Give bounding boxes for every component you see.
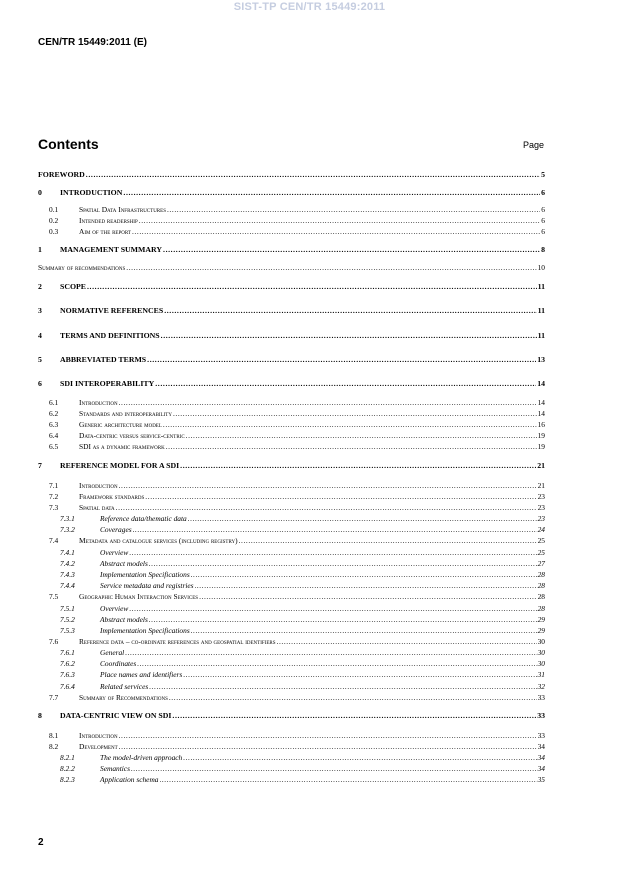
toc-entry[interactable] — [38, 579, 545, 590]
toc-entry[interactable] — [38, 304, 545, 315]
toc-leader-dots — [163, 245, 540, 254]
toc-entry-title: Implementation Specifications — [100, 626, 190, 635]
toc-leader-dots — [160, 775, 537, 784]
toc-leader-dots — [149, 682, 536, 691]
toc-leader-dots — [125, 648, 536, 657]
toc-entry-page: 14 — [537, 379, 545, 388]
toc-entry-number: 7.5.2 — [60, 615, 75, 624]
toc-entry[interactable] — [38, 534, 545, 545]
toc-leader-dots — [119, 731, 537, 740]
toc-entry-title: The model-driven approach — [100, 753, 183, 762]
toc-entry[interactable] — [38, 523, 545, 534]
toc-entry-number: 7.4.2 — [60, 559, 75, 568]
toc-entry[interactable] — [38, 459, 545, 470]
toc-leader-dots — [145, 492, 536, 501]
toc-entry[interactable] — [38, 762, 545, 773]
toc-entry[interactable] — [38, 186, 545, 197]
toc-leader-dots — [199, 592, 537, 601]
toc-entry-title: REFERENCE MODEL FOR A SDI — [60, 461, 180, 470]
toc-entry-number: 6.2 — [49, 409, 59, 418]
toc-leader-dots — [86, 170, 540, 179]
toc-entry-page: 25 — [537, 536, 545, 545]
toc-entry[interactable] — [38, 261, 545, 272]
toc-entry-page: 14 — [537, 409, 545, 418]
toc-entry-page: 23 — [537, 514, 545, 523]
toc-leader-dots — [87, 282, 537, 291]
toc-leader-dots — [119, 742, 537, 751]
toc-entry-title: Abstract models — [100, 615, 148, 624]
toc-leader-dots — [167, 205, 540, 214]
toc-leader-dots — [173, 409, 537, 418]
toc-leader-dots — [164, 306, 536, 315]
toc-entry-number: 7.6 — [49, 637, 59, 646]
toc-entry-page: 6 — [541, 216, 545, 225]
toc-entry-number: 7.6.1 — [60, 648, 75, 657]
toc-entry-title: ABBREVIATED TERMS — [60, 355, 147, 364]
toc-entry-page: 19 — [537, 442, 545, 451]
toc-leader-dots — [129, 604, 536, 613]
toc-entry[interactable] — [38, 680, 545, 691]
toc-entry-title: Introduction — [79, 731, 118, 740]
toc-entry[interactable] — [38, 429, 545, 440]
toc-entry-page: 35 — [537, 775, 545, 784]
toc-entry[interactable] — [38, 613, 545, 624]
toc-entry-title: Place names and identifiers — [100, 670, 183, 679]
toc-entry-number: 7.1 — [49, 481, 59, 490]
toc-entry[interactable] — [38, 740, 545, 751]
toc-leader-dots — [169, 693, 537, 702]
toc-entry-title: FOREWORD — [38, 170, 85, 179]
toc-entry-number: 1 — [38, 245, 42, 254]
toc-entry-number: 7.5 — [49, 592, 59, 601]
toc-leader-dots — [239, 536, 537, 545]
toc-entry[interactable] — [38, 203, 545, 214]
toc-entry-title: Abstract models — [100, 559, 148, 568]
toc-entry-number: 6.3 — [49, 420, 59, 429]
toc-entry-page: 30 — [537, 648, 545, 657]
toc-entry-number: 8.2.1 — [60, 753, 75, 762]
toc-entry-number: 7.4.4 — [60, 581, 75, 590]
toc-entry-number: 0 — [38, 188, 42, 197]
toc-leader-dots — [172, 711, 536, 720]
toc-entry-number: 8.2 — [49, 742, 59, 751]
toc-leader-dots — [123, 188, 540, 197]
toc-leader-dots — [277, 637, 537, 646]
toc-leader-dots — [119, 398, 537, 407]
toc-entry-page: 32 — [537, 682, 545, 691]
toc-entry-title: MANAGEMENT SUMMARY — [60, 245, 163, 254]
toc-entry-number: 2 — [38, 282, 42, 291]
toc-entry-page: 29 — [537, 615, 545, 624]
toc-entry-title: DATA-CENTRIC VIEW ON SDI — [60, 711, 172, 720]
toc-entry-title: Overview — [100, 604, 129, 613]
toc-entry-number: 7.4.3 — [60, 570, 75, 579]
toc-entry[interactable] — [38, 546, 545, 557]
toc-entry-page: 21 — [537, 481, 545, 490]
contents-title: Contents — [38, 136, 99, 152]
toc-leader-dots — [183, 670, 536, 679]
toc-entry-title: Framework standards — [79, 492, 145, 501]
toc-entry[interactable] — [38, 773, 545, 784]
toc-entry-page: 34 — [537, 753, 545, 762]
toc-entry-number: 6.1 — [49, 398, 59, 407]
toc-entry-page: 30 — [537, 637, 545, 646]
toc-entry-page: 14 — [537, 398, 545, 407]
toc-leader-dots — [186, 431, 537, 440]
toc-leader-dots — [132, 227, 540, 236]
toc-entry[interactable] — [38, 418, 545, 429]
toc-entry-page: 16 — [537, 420, 545, 429]
page-number: 2 — [38, 837, 44, 848]
toc-entry-title: Standards and interoperability — [79, 409, 172, 418]
toc-entry[interactable] — [38, 751, 545, 762]
toc-entry-title: Geographic Human Interaction Services — [79, 592, 199, 601]
toc-leader-dots — [191, 570, 537, 579]
toc-entry[interactable] — [38, 168, 545, 179]
toc-leader-dots — [180, 461, 536, 470]
toc-entry-number: 7.3.2 — [60, 525, 75, 534]
toc-entry-page: 33 — [537, 711, 545, 720]
toc-entry-page: 10 — [537, 263, 545, 272]
toc-leader-dots — [166, 442, 537, 451]
toc-entry[interactable] — [38, 646, 545, 657]
toc-entry[interactable] — [38, 243, 545, 254]
toc-entry-number: 0.2 — [49, 216, 59, 225]
toc-leader-dots — [116, 503, 537, 512]
document-id: CEN/TR 15449:2011 (E) — [38, 37, 147, 48]
toc-entry-page: 34 — [537, 764, 545, 773]
toc-entry-page: 6 — [541, 188, 545, 197]
toc-entry-page: 6 — [541, 227, 545, 236]
toc-entry-number: 0.1 — [49, 205, 59, 214]
toc-entry-title: Application schema — [100, 775, 159, 784]
toc-entry-title: Coordinates — [100, 659, 137, 668]
toc-entry-title: Reference data/thematic data — [100, 514, 187, 523]
toc-entry[interactable] — [38, 691, 545, 702]
toc-leader-dots — [188, 514, 537, 523]
toc-entry-title: Introduction — [79, 398, 118, 407]
toc-entry-title: Overview — [100, 548, 129, 557]
toc-entry[interactable] — [38, 668, 545, 679]
toc-entry-number: 7 — [38, 461, 42, 470]
toc-entry-title: SCOPE — [60, 282, 86, 291]
toc-entry-page: 19 — [537, 431, 545, 440]
toc-leader-dots — [131, 764, 537, 773]
toc-entry-number: 7.3 — [49, 503, 59, 512]
toc-entry[interactable] — [38, 657, 545, 668]
toc-entry-number: 3 — [38, 306, 42, 315]
toc-leader-dots — [147, 355, 536, 364]
toc-entry-page: 21 — [537, 461, 545, 470]
toc-entry-page: 6 — [541, 205, 545, 214]
toc-entry[interactable] — [38, 407, 545, 418]
toc-entry[interactable] — [38, 602, 545, 613]
toc-entry-page: 11 — [537, 306, 545, 315]
toc-leader-dots — [191, 626, 537, 635]
toc-entry-number: 6.4 — [49, 431, 59, 440]
toc-entry-page: 28 — [537, 581, 545, 590]
toc-entry[interactable] — [38, 512, 545, 523]
toc-entry[interactable] — [38, 624, 545, 635]
toc-entry-page: 27 — [537, 559, 545, 568]
toc-entry-page: 8 — [541, 245, 545, 254]
toc-entry-page: 28 — [537, 592, 545, 601]
toc-entry-number: 8.2.3 — [60, 775, 75, 784]
toc-entry-page: 5 — [541, 170, 545, 179]
toc-entry-title: Generic architecture model — [79, 420, 162, 429]
toc-entry-page: 23 — [537, 492, 545, 501]
toc-entry-title: Intended readership — [79, 216, 138, 225]
toc-entry-title: INTRODUCTION — [60, 188, 123, 197]
toc-entry-title: Service metadata and registries — [100, 581, 194, 590]
toc-leader-dots — [149, 615, 537, 624]
toc-entry-title: SDI INTEROPERABILITY — [60, 379, 155, 388]
toc-leader-dots — [137, 659, 536, 668]
toc-entry-number: 7.6.2 — [60, 659, 75, 668]
toc-entry[interactable] — [38, 479, 545, 490]
toc-leader-dots — [126, 263, 536, 272]
toc-entry-number: 7.6.3 — [60, 670, 75, 679]
toc-entry-title: SDI as a dynamic framework — [79, 442, 165, 451]
toc-entry-title: General — [100, 648, 125, 657]
toc-entry-title: NORMATIVE REFERENCES — [60, 306, 164, 315]
toc-entry-page: 28 — [537, 604, 545, 613]
toc-entry-page: 30 — [537, 659, 545, 668]
toc-entry[interactable] — [38, 329, 545, 340]
toc-leader-dots — [133, 525, 537, 534]
toc-entry-title: Coverages — [100, 525, 132, 534]
toc-entry-number: 0.3 — [49, 227, 59, 236]
toc-entry[interactable] — [38, 590, 545, 601]
toc-entry-title: Summary of recommendations — [38, 263, 126, 272]
toc-entry-number: 8.1 — [49, 731, 59, 740]
toc-entry-number: 7.4.1 — [60, 548, 75, 557]
toc-entry-number: 7.4 — [49, 536, 59, 545]
toc-entry-page: 34 — [537, 742, 545, 751]
toc-entry-title: Related services — [100, 682, 149, 691]
toc-entry-number: 5 — [38, 355, 42, 364]
toc-entry-title: Spatial Data Infrastructures — [79, 205, 166, 214]
toc-entry-number: 7.3.1 — [60, 514, 75, 523]
toc-entry-title: Implementation Specifications — [100, 570, 190, 579]
toc-leader-dots — [195, 581, 537, 590]
toc-entry-number: 8 — [38, 711, 42, 720]
toc-entry-page: 29 — [537, 626, 545, 635]
toc-entry-title: Data-centric versus service-centric — [79, 431, 185, 440]
toc-leader-dots — [163, 420, 537, 429]
toc-entry-page: 11 — [537, 282, 545, 291]
toc-entry[interactable] — [38, 709, 545, 720]
toc-entry[interactable] — [38, 490, 545, 501]
toc-entry[interactable] — [38, 635, 545, 646]
toc-entry-page: 23 — [537, 503, 545, 512]
toc-entry-page: 33 — [537, 731, 545, 740]
toc-entry-title: Metadata and catalogue services (including registry) — [79, 536, 238, 545]
toc-leader-dots — [119, 481, 537, 490]
toc-entry-title: Development — [79, 742, 118, 751]
toc-entry-page: 28 — [537, 570, 545, 579]
toc-leader-dots — [155, 379, 536, 388]
toc-entry-number: 7.5.3 — [60, 626, 75, 635]
toc-entry-number: 7.6.4 — [60, 682, 75, 691]
toc-entry-page: 11 — [537, 331, 545, 340]
toc-entry-title: Summary of Recommendations — [79, 693, 168, 702]
toc-entry[interactable] — [38, 396, 545, 407]
toc-entry-number: 7.7 — [49, 693, 59, 702]
toc-leader-dots — [129, 548, 536, 557]
toc-entry-page: 33 — [537, 693, 545, 702]
toc-entry-title: Aim of the report — [79, 227, 131, 236]
toc-entry-page: 31 — [537, 670, 545, 679]
toc-entry[interactable] — [38, 225, 545, 236]
toc-leader-dots — [161, 331, 537, 340]
watermark: SIST-TP CEN/TR 15449:2011 — [233, 1, 386, 13]
toc-entry-title: Reference data – co-ordinate references and geospatial identifiers — [79, 637, 276, 646]
toc-entry-number: 6.5 — [49, 442, 59, 451]
toc-entry-number: 6 — [38, 379, 42, 388]
toc-entry-number: 7.2 — [49, 492, 59, 501]
toc-entry-number: 4 — [38, 331, 42, 340]
toc-entry-number: 8.2.2 — [60, 764, 75, 773]
toc-entry[interactable] — [38, 568, 545, 579]
toc-leader-dots — [139, 216, 541, 225]
toc-entry-title: Semantics — [100, 764, 130, 773]
toc-entry[interactable] — [38, 729, 545, 740]
toc-leader-dots — [183, 753, 536, 762]
toc-entry-page: 24 — [537, 525, 545, 534]
toc-entry[interactable] — [38, 557, 545, 568]
toc-entry-title: Introduction — [79, 481, 118, 490]
toc-entry[interactable] — [38, 353, 545, 364]
toc-entry-title: Spatial data — [79, 503, 115, 512]
toc-entry-title: TERMS AND DEFINITIONS — [60, 331, 160, 340]
toc-entry[interactable] — [38, 214, 545, 225]
toc-leader-dots — [149, 559, 537, 568]
toc-entry-page: 25 — [537, 548, 545, 557]
toc-entry[interactable] — [38, 377, 545, 388]
toc-entry-page: 13 — [537, 355, 545, 364]
toc-entry[interactable] — [38, 280, 545, 291]
page-column-label: Page — [522, 140, 544, 150]
toc-entry[interactable] — [38, 440, 545, 451]
toc-entry[interactable] — [38, 501, 545, 512]
toc-entry-number: 7.5.1 — [60, 604, 75, 613]
